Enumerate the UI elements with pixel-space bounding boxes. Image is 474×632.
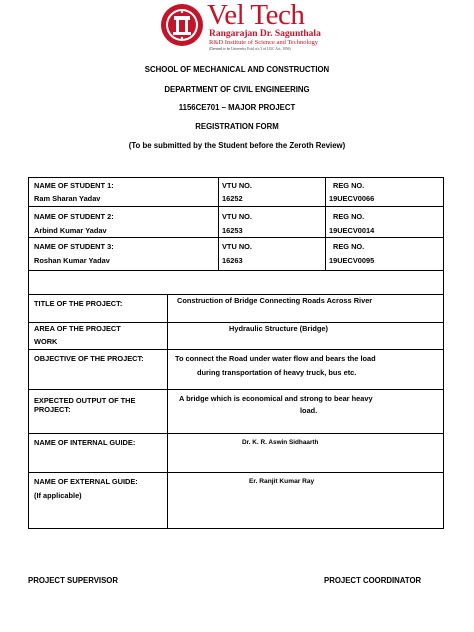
student-1-name: Ram Sharan Yadav xyxy=(34,194,101,203)
student-2-reg: 19UECV0014 xyxy=(329,226,375,235)
institution-logo xyxy=(160,0,332,51)
row-divider xyxy=(28,237,444,238)
project-title-label: TITLE OF THE PROJECT: xyxy=(34,299,123,308)
project-objective-value: To connect the Road under water flow and bears the load xyxy=(175,354,376,363)
student-2-name: Arbind Kumar Yadav xyxy=(34,226,107,235)
student-2-vtu: 16253 xyxy=(222,226,243,235)
external-guide-value: Er. Ranjit Kumar Ray xyxy=(249,478,315,485)
student-1-vtu-label: VTU NO. xyxy=(222,181,252,190)
expected-output-label: EXPECTED OUTPUT OF THE xyxy=(34,396,136,405)
expected-output-value: A bridge which is economical and strong to bear heavy xyxy=(179,394,373,403)
external-guide-note: (If applicable) xyxy=(34,491,82,500)
project-area-label: AREA OF THE PROJECT xyxy=(34,324,121,333)
internal-guide-value: Dr. K. R. Aswin Sidhaarth xyxy=(242,439,319,446)
student-3-label: NAME OF STUDENT 3: xyxy=(34,242,114,251)
table-border-bottom xyxy=(28,528,444,529)
student-1-label: NAME OF STUDENT 1: xyxy=(34,181,114,190)
column-divider xyxy=(218,177,219,271)
project-coordinator-signature-label: PROJECT COORDINATOR xyxy=(324,576,422,585)
institution-seal-icon xyxy=(160,3,204,47)
row-divider xyxy=(28,389,444,390)
expected-output-label-cont: PROJECT: xyxy=(34,405,71,414)
logo-brand-name: Vel Tech xyxy=(207,0,305,31)
project-objective-label: OBJECTIVE OF THE PROJECT: xyxy=(34,354,144,363)
student-1-reg: 19UECV0066 xyxy=(329,194,375,203)
student-3-reg-label: REG NO. xyxy=(333,242,365,251)
student-2-vtu-label: VTU NO. xyxy=(222,212,252,221)
logo-subtitle: Rangarajan Dr. Sagunthala xyxy=(209,29,321,39)
table-border-left xyxy=(28,177,29,529)
student-3-reg: 19UECV0095 xyxy=(329,256,375,265)
project-objective-value-cont: during transportation of heavy truck, bus etc. xyxy=(197,368,357,377)
school-heading: SCHOOL OF MECHANICAL AND CONSTRUCTION xyxy=(144,65,330,74)
project-area-value: Hydraulic Structure (Bridge) xyxy=(229,324,328,333)
student-3-name: Roshan Kumar Yadav xyxy=(34,256,110,265)
student-3-vtu: 16263 xyxy=(222,256,243,265)
row-divider xyxy=(28,270,444,271)
row-divider xyxy=(28,349,444,350)
student-1-reg-label: REG NO. xyxy=(333,181,365,190)
student-1-vtu: 16252 xyxy=(222,194,243,203)
column-divider xyxy=(325,177,326,271)
expected-output-value-cont: load. xyxy=(300,406,318,415)
course-heading: 1156CE701 – MAJOR PROJECT xyxy=(178,103,296,112)
student-2-label: NAME OF STUDENT 2: xyxy=(34,212,114,221)
table-border-top xyxy=(28,177,444,178)
row-divider xyxy=(28,294,444,295)
internal-guide-label: NAME OF INTERNAL GUIDE: xyxy=(34,438,136,447)
row-divider xyxy=(28,472,444,473)
row-divider xyxy=(28,206,444,207)
external-guide-label: NAME OF EXTERNAL GUIDE: xyxy=(34,477,138,486)
project-area-label-cont: WORK xyxy=(34,337,58,346)
row-divider xyxy=(28,433,444,434)
project-supervisor-signature-label: PROJECT SUPERVISOR xyxy=(28,576,118,585)
department-heading: DEPARTMENT OF CIVIL ENGINEERING xyxy=(164,85,310,94)
project-title-value: Construction of Bridge Connecting Roads Across River xyxy=(177,296,373,305)
logo-deemed-note: (Deemed to be University Estd. u/s 3 of UGC Act, 1956) xyxy=(209,47,291,51)
submission-instruction: (To be submitted by the Student before the Zeroth Review) xyxy=(128,141,346,150)
table-border-right xyxy=(443,177,444,529)
logo-institute-name: R&D Institute of Science and Technology xyxy=(209,39,318,46)
column-divider xyxy=(167,294,168,529)
student-3-vtu-label: VTU NO. xyxy=(222,242,252,251)
student-2-reg-label: REG NO. xyxy=(333,212,365,221)
row-divider xyxy=(28,322,444,323)
form-title: REGISTRATION FORM xyxy=(195,122,279,131)
